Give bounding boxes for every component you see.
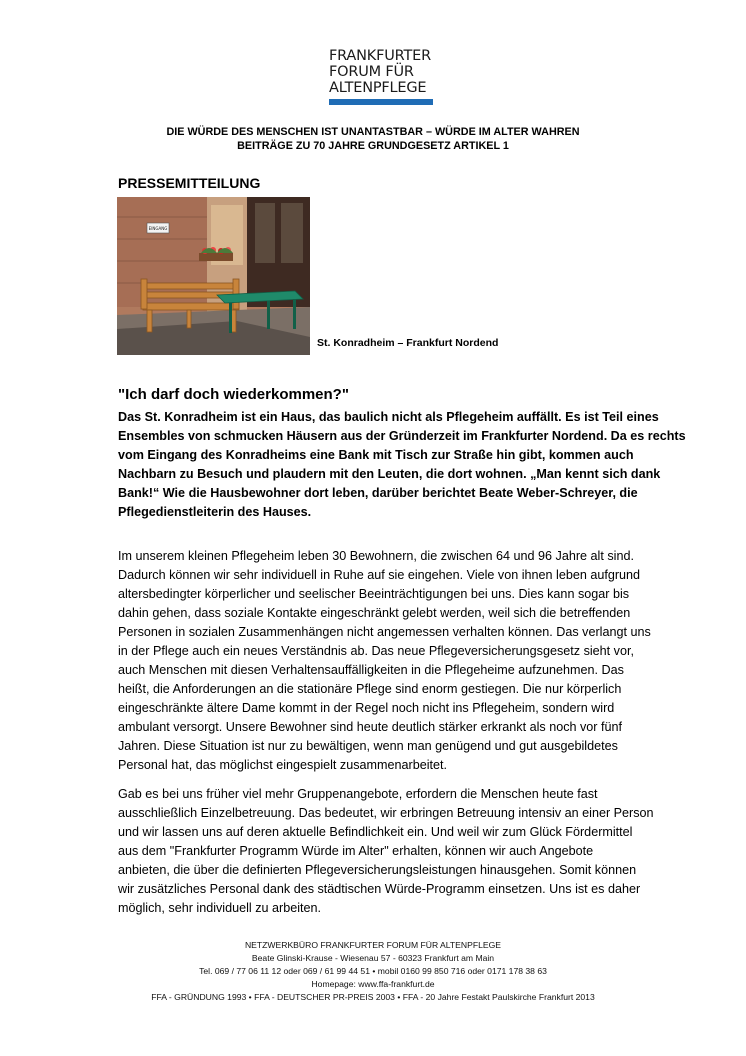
motto-line-1: DIE WÜRDE DES MENSCHEN IST UNANTASTBAR – WÜRDE IM ALTER WAHREN [166, 126, 580, 138]
body-line: aus dem "Frankfurter Programm Würde im Alter" erhalten, können wir auch Angebote [118, 844, 594, 858]
footer-address: Beate Glinski-Krause - Wiesenau 57 - 60323 Frankfurt am Main [251, 953, 495, 963]
document-type-heading: PRESSEMITTEILUNG [118, 175, 261, 191]
photo-caption: St. Konradheim – Frankfurt Nordend [317, 337, 499, 349]
body-line: ausschließlich Einzelbetreuung. Das bedeutet, wir erbringen Betreuung intensiv an einer Person [118, 806, 654, 820]
lead-line: Pflegedienstleiterin des Hauses. [118, 505, 312, 519]
logo-blue-bar [329, 99, 433, 105]
photo-konradheim-bench [117, 197, 310, 355]
body-line: dahin gehen, dass soziale Kontakte eingeschränkt gelebt werden, weil sich die betreffenden [118, 606, 631, 620]
body-line: heißt, die Anforderungen an die stationäre Pflege sind enorm gestiegen. Die nur körperlich [118, 682, 622, 696]
lead-line: Das St. Konradheim ist ein Haus, das baulich nicht als Pflegeheim auffällt. Es ist Teil eines [118, 410, 659, 424]
body-line: anbieten, die über die definierten Pflegeversicherungsleistungen hinausgehen. Somit können [118, 863, 637, 877]
body-line: ambulant versorgt. Unsere Bewohner sind heute deutlich stärker erkrankt als noch vor fünf [118, 720, 623, 734]
body-line: eingeschränkte ältere Dame kommt in der Regel noch nicht ins Pflegeheim, sondern wird [118, 701, 615, 715]
lead-line: vom Eingang des Konradheims eine Bank mit Tisch zur Straße hin gibt, kommen auch [118, 448, 634, 462]
footer-homepage: Homepage: www.ffa-frankfurt.de [311, 979, 435, 989]
body-line: auch Menschen mit diesen Verhaltensauffälligkeiten in die Pflegeheime aufzunehmen. Das [118, 663, 624, 677]
lead-line: Ensembles von schmucken Häusern aus der Gründerzeit im Frankfurter Nordend. Da es rechts [118, 429, 686, 443]
footer-office: NETZWERKBÜRO FRANKFURTER FORUM FÜR ALTENPFLEGE [244, 940, 502, 950]
body-line: Personen in sozialen Zusammenhängen nicht angemessen verhalten können. Das verlangt uns [118, 625, 651, 639]
body-line: Im unserem kleinen Pflegeheim leben 30 Bewohnern, die zwischen 64 und 96 Jahre alt sind. [118, 549, 634, 563]
lead-line: Bank!“ Wie die Hausbewohner dort leben, darüber berichtet Beate Weber-Schreyer, die [118, 486, 638, 500]
ffa-logo [329, 48, 439, 105]
logo-line-1: FRANKFURTER [329, 48, 431, 64]
body-paragraph-2 [118, 785, 654, 918]
body-line: Gab es bei uns früher viel mehr Gruppenangebote, erfordern die Menschen heute fast [118, 787, 598, 801]
body-line: Personal hat, das möglichst eingespielt zusammenarbeitet. [118, 758, 448, 772]
lead-paragraph [118, 408, 686, 522]
footer-milestones: FFA - GRÜNDUNG 1993 • FFA - DEUTSCHER PR-PREIS 2003 • FFA - 20 Jahre Festakt Paulskirche Frankfurt 2013 [151, 992, 595, 1002]
body-line: Dadurch können wir sehr individuell in Ruhe auf sie eingehen. Viele von ihnen leben aufgrund [118, 568, 641, 582]
motto-line-2: BEITRÄGE ZU 70 JAHRE GRUNDGESETZ ARTIKEL 1 [237, 140, 509, 152]
body-line: wir zusätzliches Personal dank des städtischen Würde-Programm einsetzen. Uns ist es daher [118, 882, 641, 896]
logo-line-3: ALTENPFLEGE [329, 80, 427, 96]
lead-line: Nachbarn zu Besuch und plaudern mit den Leuten, die dort wohnen. „Man kennt sich dank [118, 467, 661, 481]
body-line: und wir lassen uns auf deren aktuelle Befindlichkeit ein. Und weil wir zum Glück Fördermittel [118, 825, 633, 839]
body-line: altersbedingter körperlicher und seelischer Beeinträchtigungen bei uns. Dies kann sogar bis [118, 587, 630, 601]
body-paragraph-1 [118, 547, 651, 775]
footer [0, 939, 746, 1004]
body-line: in der Pflege auch ein neues Verständnis ab. Das neue Pflegeversicherungsgesetz sieht vor, [118, 644, 634, 658]
article-title: "Ich darf doch wiederkommen?" [118, 386, 349, 403]
photo-sign: EINGANG [148, 226, 168, 231]
body-line: möglich, sehr individuell zu arbeiten. [118, 901, 322, 915]
body-line: Jahren. Diese Situation ist nur zu bewältigen, wenn man genügend und gut ausgebildetes [118, 739, 618, 753]
footer-phone: Tel. 069 / 77 06 11 12 oder 069 / 61 99 44 51 • mobil 0160 99 850 716 oder 0171 178 38 63 [199, 966, 547, 976]
logo-line-2: FORUM FÜR [329, 64, 414, 80]
